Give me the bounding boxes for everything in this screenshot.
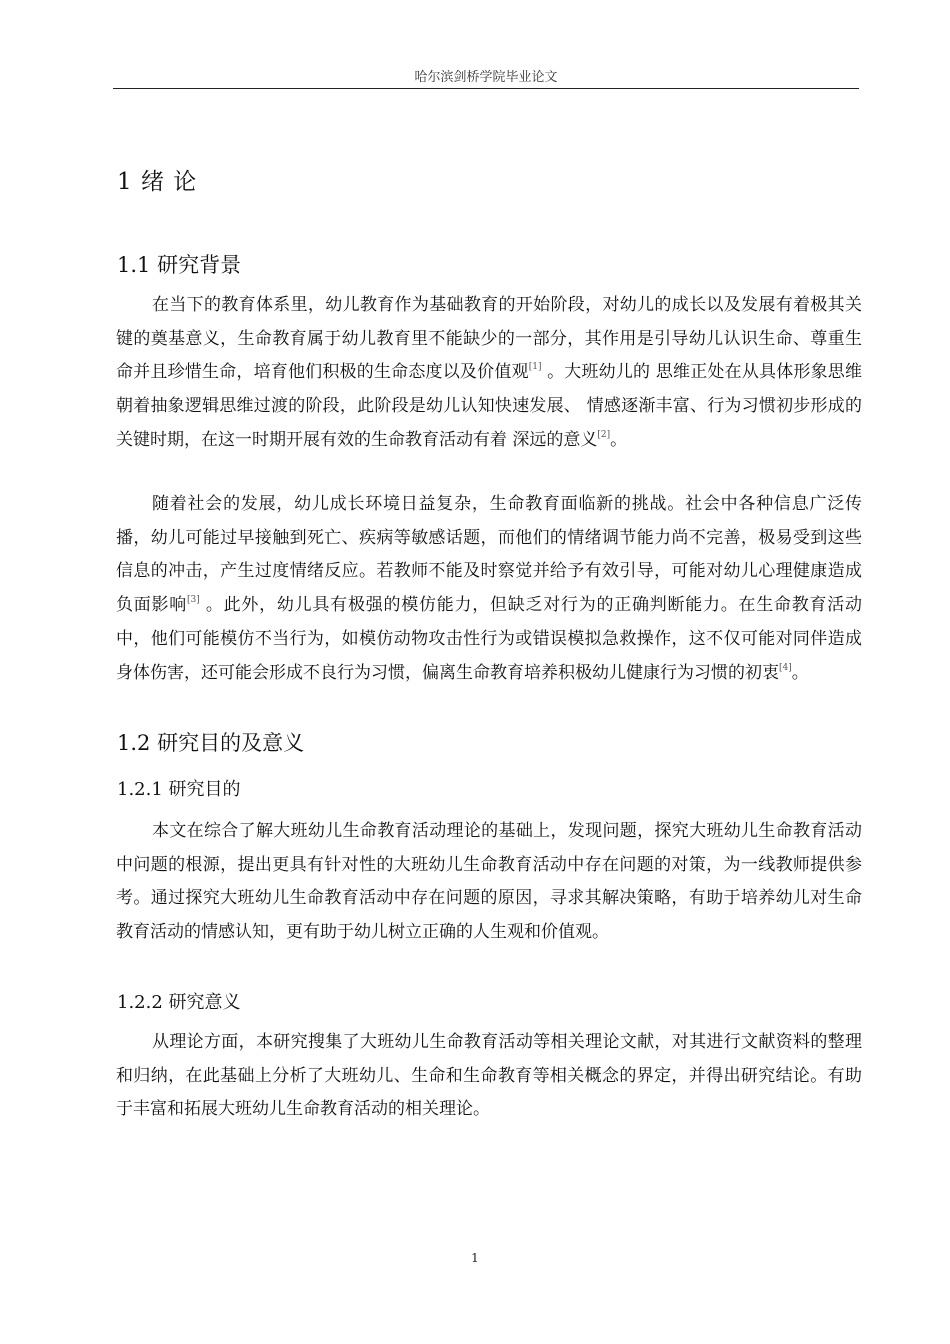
paragraph-text: 。 — [791, 662, 809, 683]
paragraph-background-1 — [116, 289, 862, 458]
citation-ref[interactable]: [3] — [187, 595, 200, 606]
citation-ref[interactable]: [2] — [597, 429, 611, 440]
paragraph-text: 在当下的教育体系里，幼儿教育作为基础教育的开始阶段，对幼儿的成长以及发展有着极其关键的奠基意义，生命教育属于幼儿教育里不能缺少的一部分，其作用是引导幼儿认识生命、尊重生命并且珍惜生命，培育他们积极的生命态度以及价值观 — [116, 295, 862, 383]
paragraph-text: 。此外，幼儿具有极强的模仿能力，但缺乏对行为的正确判断能力。在生命教育活动中，他们可能模仿不当行为，如模仿动物攻击性行为或错误模拟急救操作，这不仅可能对同伴造成身体伤害，还可能会形成不良行为习惯，偏离生命教育培养积极幼儿健康行为习惯的初衷 — [116, 595, 863, 683]
section-heading-background: 1.1 研究背景 — [117, 253, 242, 277]
subsection-heading-significance: 1.2.2 研究意义 — [117, 992, 241, 1013]
header-rule — [113, 88, 859, 89]
section-heading-purpose-significance: 1.2 研究目的及意义 — [117, 731, 305, 755]
paragraph-significance: 从理论方面，本研究搜集了大班幼儿生命教育活动等相关理论文献，对其进行文献资料的整理和归纳，在此基础上分析了大班幼儿、生命和生命教育等相关概念的界定，并得出研究结论。有助于丰富和拓展大班幼儿生命教育活动的相关理论。 — [116, 1032, 862, 1120]
paragraph-background-2 — [116, 488, 862, 690]
paragraph-purpose: 本文在综合了解大班幼儿生命教育活动理论的基础上，发现问题，探究大班幼儿生命教育活动中问题的根源，提出更具有针对性的大班幼儿生命教育活动中存在问题的对策，为一线教师提供参考。通过探究大班幼儿生命教育活动中存在问题的原因，寻求其解决策略，有助于培养幼儿对生命教育活动的情感认知，更有助于幼儿树立正确的人生观和价值观。 — [116, 821, 862, 943]
subsection-heading-purpose: 1.2.1 研究目的 — [117, 779, 241, 800]
citation-ref[interactable]: [4] — [779, 662, 792, 673]
paragraph-text: 。 — [610, 429, 628, 450]
page-header: 哈尔滨剑桥学院毕业论文 — [414, 70, 558, 85]
paragraph-text: 随着社会的发展，幼儿成长环境日益复杂，生命教育面临新的挑战。社会中各种信息广泛传播，幼儿可能过早接触到死亡、疾病等敏感话题，而他们的情绪调节能力尚不完善，极易受到这些信息的冲击，产生过度情绪反应。若教师不能及时察觉并给予有效引导，可能对幼儿心理健康造成负面影响 — [116, 494, 862, 616]
citation-ref[interactable]: [1] — [528, 362, 542, 373]
paragraph-text: 。大班幼儿的 思维正处在从具体形象思维朝着抽象逻辑思维过渡的阶段，此阶段是幼儿认知快速发展、 情感逐渐丰富、行为习惯初步形成的关键时期，在这一时期开展有效的生命教育活动有着 深远的意义 — [116, 362, 863, 450]
chapter-title: 1 绪 论 — [117, 169, 198, 195]
page-number: 1 — [471, 1251, 479, 1265]
